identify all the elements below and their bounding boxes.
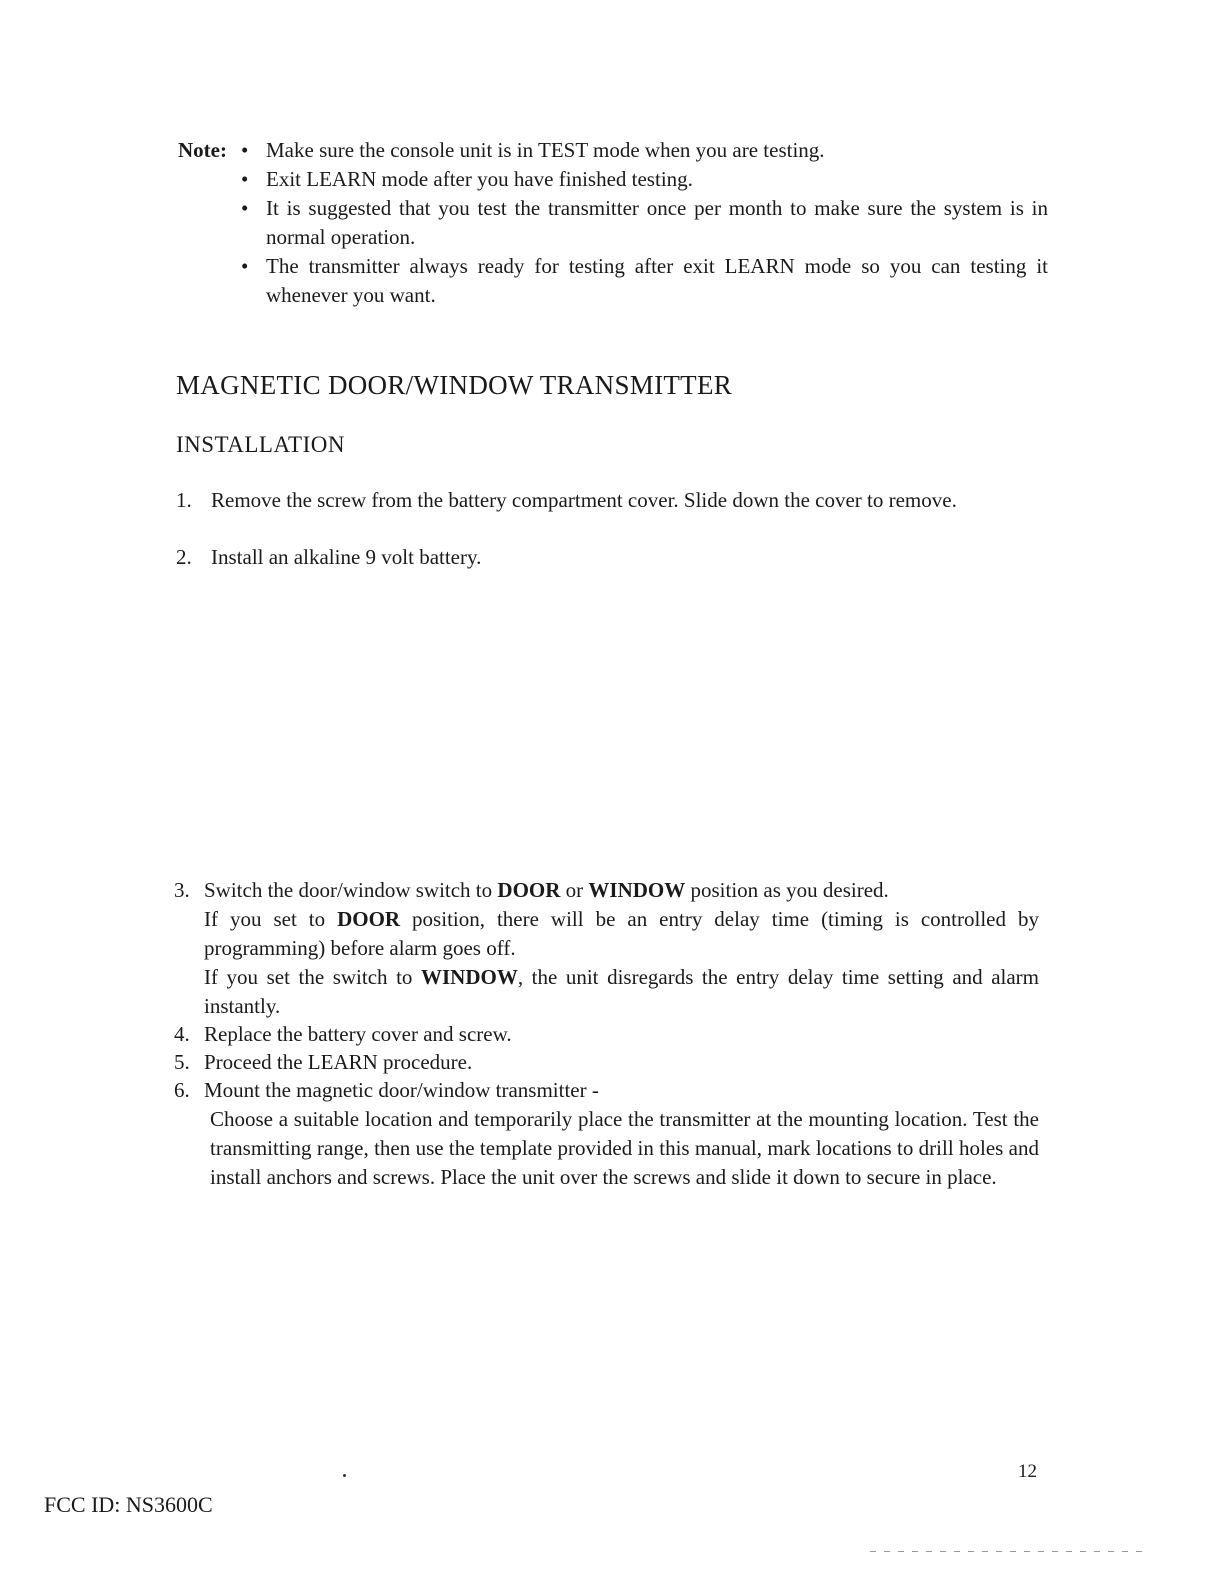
step-6-line-1: Mount the magnetic door/window transmitter - — [204, 1078, 599, 1102]
step-3-line-3: If you set the switch to WINDOW, the unit disregards the entry delay time setting and alarm instantly. — [204, 965, 1040, 1018]
step-number: 3. — [174, 878, 190, 902]
note-bullet: • It is suggested that you test the transmitter once per month to make sure the system is in normal operation. — [241, 194, 1048, 252]
step-number: 4. — [174, 1022, 190, 1046]
step-number: 5. — [174, 1050, 190, 1074]
scan-artifact-line — [870, 1551, 1150, 1552]
step-6-body: Choose a suitable location and temporarily place the transmitter at the mounting location. Test the transmitting range, then use the template provided in this manual, mark locations to drill holes and install anchors and screws. Place the unit over the screws and slide it down to secure in place. — [210, 1107, 1039, 1189]
note-bullet: • Make sure the console unit is in TEST mode when you are testing. — [241, 136, 1048, 165]
step-3-line-1: Switch the door/window switch to DOOR or WINDOW position as you desired. — [204, 878, 889, 902]
window-keyword: WINDOW — [420, 965, 518, 989]
scan-speck — [343, 1474, 346, 1477]
note-bullet: • The transmitter always ready for testing after exit LEARN mode so you can testing it whenever you want. — [241, 252, 1048, 310]
step-text — [204, 876, 1039, 1021]
step-number: 2. — [176, 545, 192, 569]
note-bullet: • Exit LEARN mode after you have finished testing. — [241, 165, 1048, 194]
step-text: Replace the battery cover and screw. — [204, 1022, 512, 1046]
fcc-id: FCC ID: NS3600C — [44, 1492, 213, 1517]
step-text: Install an alkaline 9 volt battery. — [211, 545, 482, 569]
step-3-line-2: If you set to DOOR position, there will be an entry delay time (timing is controlled by programming) before alarm goes off. — [204, 907, 1039, 960]
subsection-title: INSTALLATION — [176, 432, 345, 457]
step-text: Remove the screw from the battery compartment cover. Slide down the cover to remove. — [211, 488, 957, 512]
step-text: Proceed the LEARN procedure. — [204, 1050, 473, 1074]
note-bullet-list — [178, 136, 1048, 310]
note-label: Note: — [178, 138, 227, 162]
note-block — [178, 136, 1048, 310]
step-text — [204, 1076, 1039, 1192]
step-number: 6. — [174, 1078, 190, 1102]
window-keyword: WINDOW — [588, 878, 686, 902]
door-keyword: DOOR — [337, 907, 401, 931]
door-keyword: DOOR — [497, 878, 561, 902]
section-title: MAGNETIC DOOR/WINDOW TRANSMITTER — [176, 370, 733, 400]
page-number: 12 — [1018, 1461, 1037, 1482]
step-number: 1. — [176, 488, 192, 512]
